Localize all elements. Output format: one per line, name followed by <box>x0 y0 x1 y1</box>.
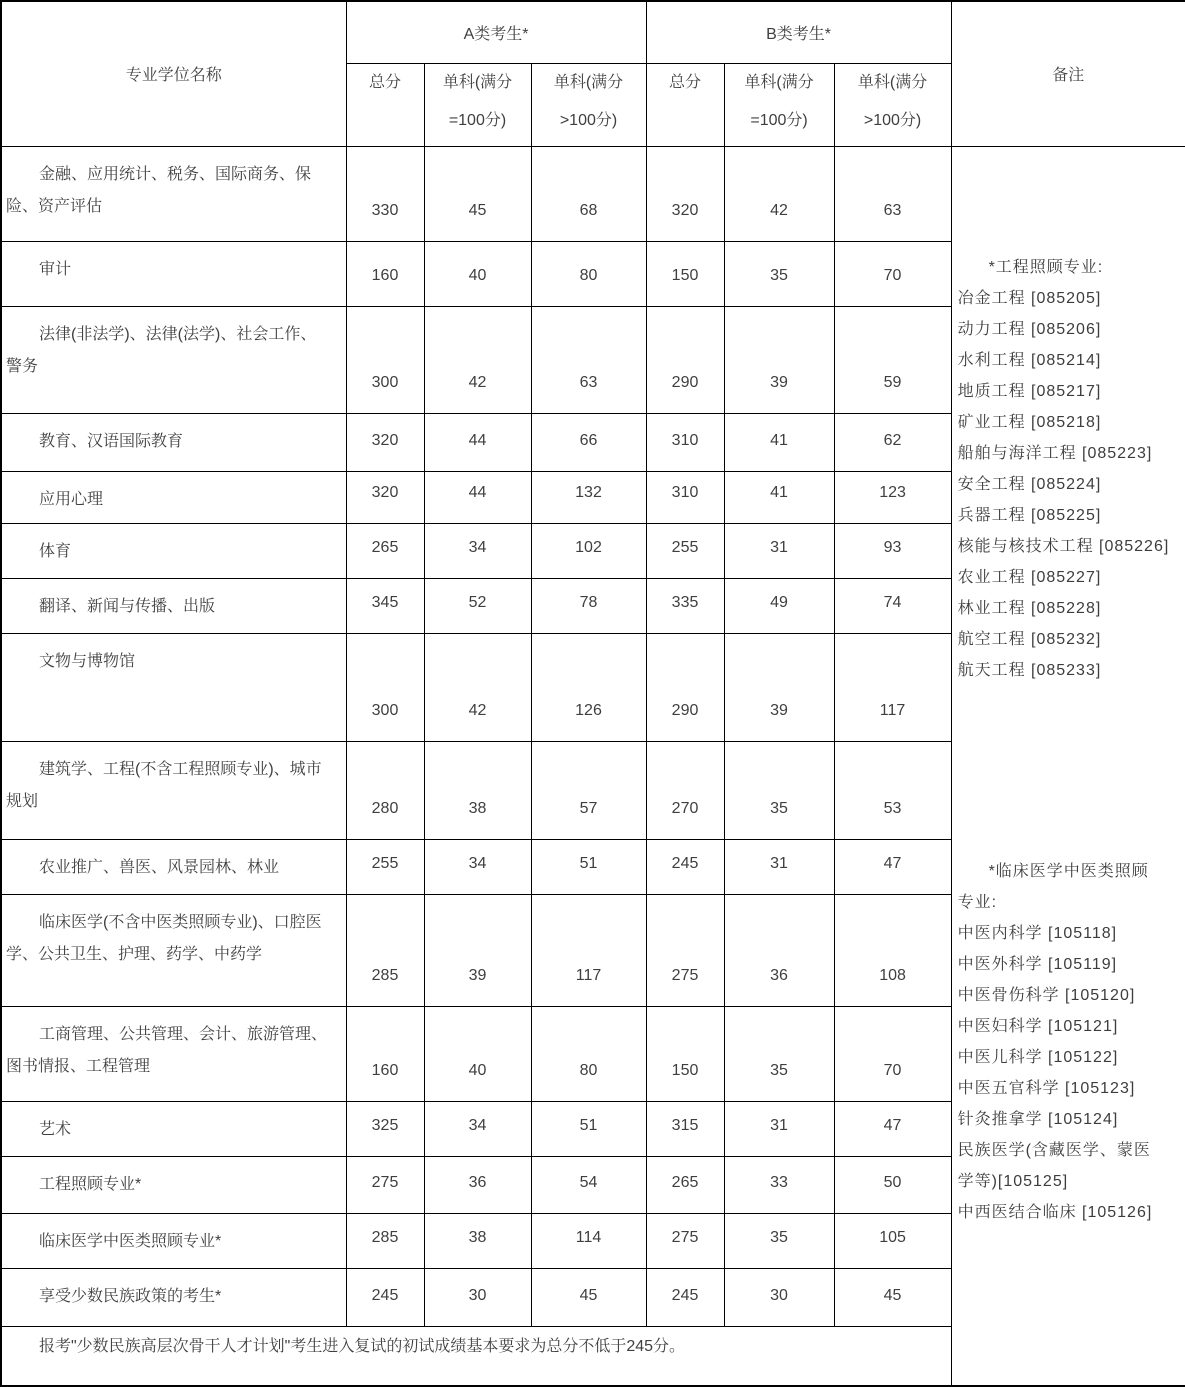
column-header-group-b: B类考生* <box>646 1 951 63</box>
score-cell: 39 <box>724 306 834 413</box>
remarks-item: 中西医结合临床 [105126] <box>957 1203 1153 1221</box>
score-cell: 80 <box>531 1006 646 1101</box>
score-cell: 68 <box>531 146 646 241</box>
remarks-item: 船舶与海洋工程 [085223] <box>957 444 1153 462</box>
score-cell: 39 <box>724 633 834 741</box>
table-header <box>1 1 1185 146</box>
degree-name-cell: 艺术 <box>1 1101 346 1156</box>
score-cell: 300 <box>346 306 424 413</box>
score-cell: 320 <box>346 471 424 523</box>
score-cell: 44 <box>424 413 531 471</box>
subheader-cell: 单科(满分 >100分) <box>531 63 646 146</box>
table-row <box>1 146 1185 241</box>
score-cell: 315 <box>646 1101 724 1156</box>
score-cell: 290 <box>646 306 724 413</box>
score-cell: 150 <box>646 241 724 306</box>
degree-name-cell: 应用心理 <box>1 471 346 523</box>
score-cell: 80 <box>531 241 646 306</box>
score-cell: 54 <box>531 1156 646 1213</box>
degree-name-cell: 体育 <box>1 523 346 578</box>
score-cell: 59 <box>834 306 951 413</box>
score-cell: 49 <box>724 578 834 633</box>
score-cell: 132 <box>531 471 646 523</box>
degree-name-cell: 工程照顾专业* <box>1 1156 346 1213</box>
remarks-item: 中医妇科学 [105121] <box>957 1017 1119 1035</box>
score-cell: 45 <box>531 1268 646 1326</box>
score-cell: 31 <box>724 1101 834 1156</box>
score-cell: 45 <box>834 1268 951 1326</box>
score-cell: 47 <box>834 1101 951 1156</box>
score-cell: 78 <box>531 578 646 633</box>
score-cell: 335 <box>646 578 724 633</box>
score-cell: 255 <box>646 523 724 578</box>
degree-name-cell: 审计 <box>1 241 346 306</box>
degree-name-cell: 临床医学中医类照顾专业* <box>1 1213 346 1268</box>
score-cell: 41 <box>724 471 834 523</box>
score-cell: 255 <box>346 839 424 894</box>
score-cell: 330 <box>346 146 424 241</box>
score-cell: 36 <box>724 894 834 1006</box>
remarks-item: 中医五官科学 [105123] <box>957 1079 1136 1097</box>
score-cell: 42 <box>424 633 531 741</box>
subheader-cell: 单科(满分 =100分) <box>424 63 531 146</box>
column-header-remark: 备注 <box>951 1 1185 146</box>
score-cell: 40 <box>424 1006 531 1101</box>
score-cell: 52 <box>424 578 531 633</box>
remarks-item: 民族医学(含藏医学、蒙医学等)[105125] <box>957 1141 1151 1190</box>
column-header-group-a: A类考生* <box>346 1 646 63</box>
footnote-cell: 报考"少数民族高层次骨干人才计划"考生进入复试的初试成绩基本要求为总分不低于245分。 <box>1 1326 951 1386</box>
score-cell: 34 <box>424 1101 531 1156</box>
score-cell: 30 <box>724 1268 834 1326</box>
subheader-cell: 总分 <box>646 63 724 146</box>
score-cell: 74 <box>834 578 951 633</box>
score-cell: 310 <box>646 413 724 471</box>
header-group-row <box>1 1 1185 63</box>
degree-name-cell: 临床医学(不含中医类照顾专业)、口腔医学、公共卫生、护理、药学、中药学 <box>1 894 346 1006</box>
score-cell: 108 <box>834 894 951 1006</box>
score-cell: 114 <box>531 1213 646 1268</box>
score-cell: 123 <box>834 471 951 523</box>
remarks-item: 动力工程 [085206] <box>957 320 1102 338</box>
score-cell: 300 <box>346 633 424 741</box>
remarks-item: 航天工程 [085233] <box>957 661 1102 679</box>
score-cell: 345 <box>346 578 424 633</box>
remarks-item: 中医内科学 [105118] <box>957 924 1118 942</box>
score-cell: 117 <box>834 633 951 741</box>
score-cell: 150 <box>646 1006 724 1101</box>
subheader-cell: 总分 <box>346 63 424 146</box>
score-cell: 51 <box>531 839 646 894</box>
degree-name-cell: 建筑学、工程(不含工程照顾专业)、城市规划 <box>1 741 346 839</box>
score-cell: 39 <box>424 894 531 1006</box>
score-cell: 245 <box>646 839 724 894</box>
score-cell: 265 <box>646 1156 724 1213</box>
degree-name-cell: 享受少数民族政策的考生* <box>1 1268 346 1326</box>
degree-name-cell: 法律(非法学)、法律(法学)、社会工作、警务 <box>1 306 346 413</box>
score-cell: 280 <box>346 741 424 839</box>
score-cell: 285 <box>346 894 424 1006</box>
score-cell: 70 <box>834 1006 951 1101</box>
degree-name-cell: 工商管理、公共管理、会计、旅游管理、图书情报、工程管理 <box>1 1006 346 1101</box>
remarks-item: 冶金工程 [085205] <box>957 289 1102 307</box>
remarks-item: 林业工程 [085228] <box>957 599 1102 617</box>
score-cell: 117 <box>531 894 646 1006</box>
score-cell: 320 <box>346 413 424 471</box>
score-cell: 105 <box>834 1213 951 1268</box>
score-cell: 47 <box>834 839 951 894</box>
score-cell: 35 <box>724 1006 834 1101</box>
score-cell: 51 <box>531 1101 646 1156</box>
score-cell: 42 <box>724 146 834 241</box>
column-header-degree-name: 专业学位名称 <box>1 1 346 146</box>
score-cell: 33 <box>724 1156 834 1213</box>
score-cell: 290 <box>646 633 724 741</box>
score-cell: 50 <box>834 1156 951 1213</box>
remarks-item: 中医外科学 [105119] <box>957 955 1118 973</box>
score-cell: 325 <box>346 1101 424 1156</box>
score-cell: 36 <box>424 1156 531 1213</box>
score-cell: 53 <box>834 741 951 839</box>
score-cell: 70 <box>834 241 951 306</box>
degree-name-cell: 教育、汉语国际教育 <box>1 413 346 471</box>
score-cell: 35 <box>724 741 834 839</box>
score-cell: 275 <box>646 1213 724 1268</box>
remarks-item: 中医儿科学 [105122] <box>957 1048 1119 1066</box>
score-cell: 35 <box>724 1213 834 1268</box>
score-cell: 265 <box>346 523 424 578</box>
score-cell: 102 <box>531 523 646 578</box>
score-cell: 245 <box>346 1268 424 1326</box>
degree-name-cell: 农业推广、兽医、风景园林、林业 <box>1 839 346 894</box>
remarks-item: 核能与核技术工程 [085226] <box>957 537 1170 555</box>
degree-name-cell: 翻译、新闻与传播、出版 <box>1 578 346 633</box>
subheader-cell: 单科(满分 >100分) <box>834 63 951 146</box>
score-cell: 63 <box>531 306 646 413</box>
remarks-item: 水利工程 [085214] <box>957 351 1102 369</box>
score-cell: 44 <box>424 471 531 523</box>
remarks-item: 针灸推拿学 [105124] <box>957 1110 1119 1128</box>
subheader-cell: 单科(满分 =100分) <box>724 63 834 146</box>
score-cell: 126 <box>531 633 646 741</box>
score-cell: 30 <box>424 1268 531 1326</box>
score-cell: 38 <box>424 1213 531 1268</box>
remarks-item: 矿业工程 [085218] <box>957 413 1102 431</box>
score-cell: 320 <box>646 146 724 241</box>
degree-name-cell: 金融、应用统计、税务、国际商务、保险、资产评估 <box>1 146 346 241</box>
remarks-item: 地质工程 [085217] <box>957 382 1102 400</box>
remarks-block <box>958 252 1184 686</box>
score-cell: 275 <box>346 1156 424 1213</box>
score-cell: 245 <box>646 1268 724 1326</box>
table-body <box>1 146 1185 1386</box>
remarks-heading: *工程照顾专业: <box>988 258 1104 276</box>
score-cell: 40 <box>424 241 531 306</box>
score-cell: 35 <box>724 241 834 306</box>
score-cell: 160 <box>346 1006 424 1101</box>
remarks-item: 航空工程 [085232] <box>957 630 1102 648</box>
score-cell: 42 <box>424 306 531 413</box>
score-cell: 45 <box>424 146 531 241</box>
score-cell: 63 <box>834 146 951 241</box>
degree-name-cell: 文物与博物馆 <box>1 633 346 741</box>
score-cell: 41 <box>724 413 834 471</box>
remarks-item: 安全工程 [085224] <box>957 475 1102 493</box>
remarks-item: 农业工程 [085227] <box>957 568 1102 586</box>
score-cell: 31 <box>724 523 834 578</box>
score-cell: 275 <box>646 894 724 1006</box>
remarks-block <box>958 856 1184 1228</box>
score-cell: 34 <box>424 839 531 894</box>
score-cell: 285 <box>346 1213 424 1268</box>
score-cell: 31 <box>724 839 834 894</box>
score-cell: 38 <box>424 741 531 839</box>
remarks-cell <box>951 146 1185 1386</box>
score-cell: 66 <box>531 413 646 471</box>
score-cell: 93 <box>834 523 951 578</box>
remarks-item: 兵器工程 [085225] <box>957 506 1102 524</box>
score-cell: 62 <box>834 413 951 471</box>
score-cell: 310 <box>646 471 724 523</box>
remarks-heading: *临床医学中医类照顾专业: <box>957 862 1149 911</box>
remarks-item: 中医骨伤科学 [105120] <box>957 986 1136 1004</box>
score-cell: 34 <box>424 523 531 578</box>
score-cell: 57 <box>531 741 646 839</box>
score-cell: 160 <box>346 241 424 306</box>
score-cell: 270 <box>646 741 724 839</box>
